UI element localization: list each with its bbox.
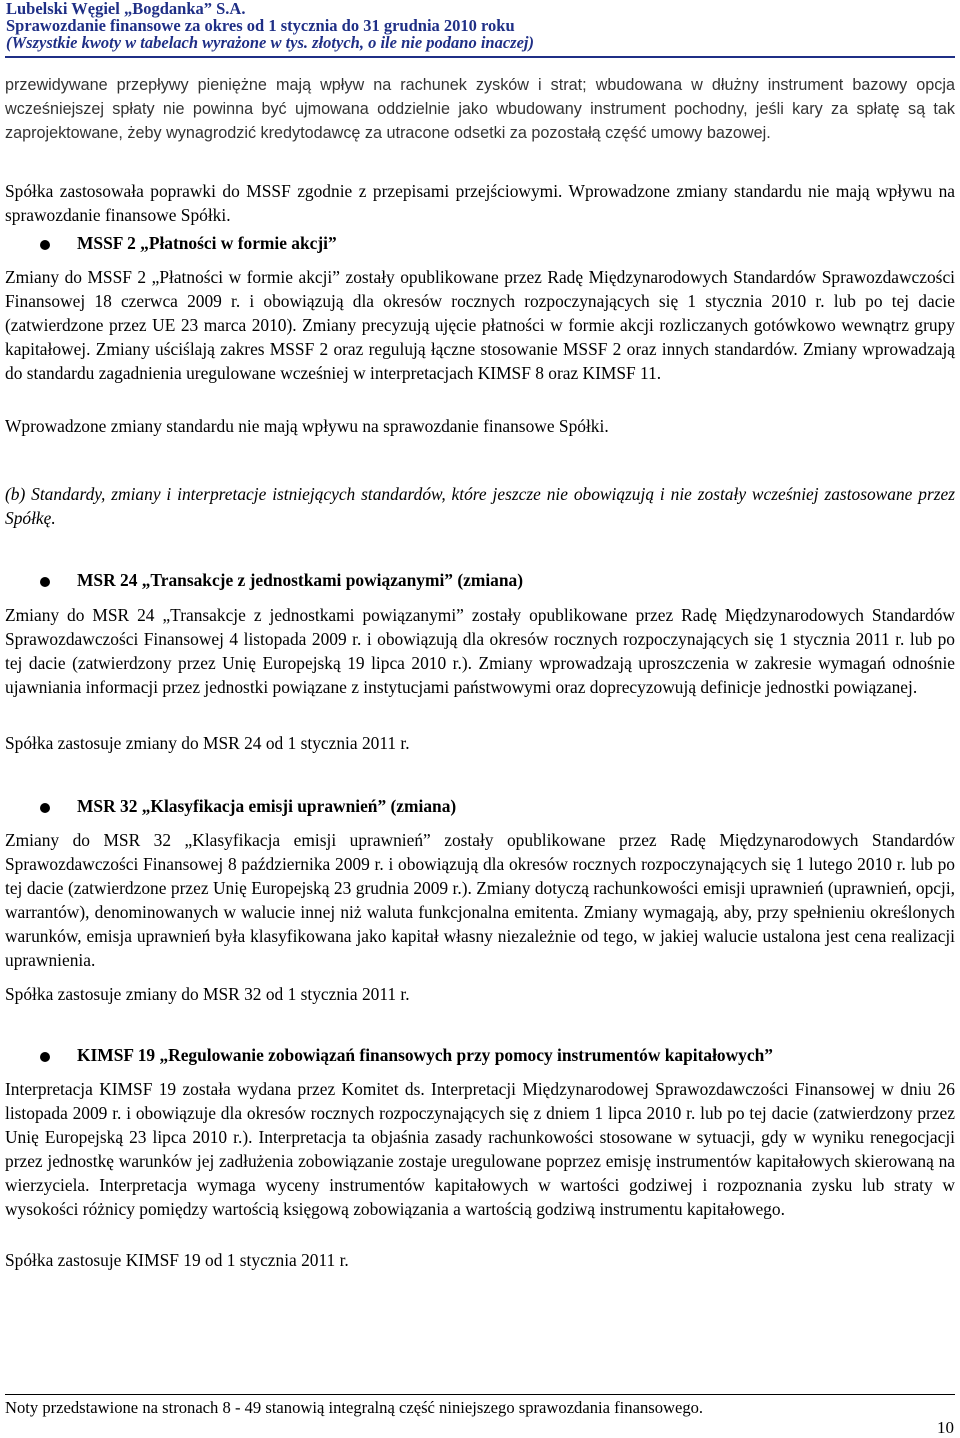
heading-msr32: MSR 32 „Klasyfikacja emisji uprawnień” (zmiana)	[77, 796, 457, 816]
heading-mssf2: MSSF 2 „Płatności w formie akcji”	[77, 233, 337, 253]
bullet-icon	[40, 1052, 50, 1062]
amounts-note: (Wszystkie kwoty w tabelach wyrażone w tys. złotych, o ile nie podano inaczej)	[6, 33, 534, 52]
company-name: Lubelski Węgiel „Bogdanka” S.A.	[6, 0, 246, 18]
bullet-icon	[40, 577, 50, 587]
paragraph-kimsf19-apply: Spółka zastosuje KIMSF 19 od 1 stycznia 2011 r.	[5, 1250, 349, 1270]
heading-msr24: MSR 24 „Transakcje z jednostkami powiązanymi” (zmiana)	[77, 570, 524, 590]
section-b-heading: (b) Standardy, zmiany i interpretacje istniejących standardów, które jeszcze nie obowiązują i nie zostały wcześniej zastosowane przez Spółkę.	[5, 484, 955, 528]
paragraph-mssf2: Zmiany do MSSF 2 „Płatności w formie akcji” zostały opublikowane przez Radę Międzynarodowych Standardów Sprawozdawczości Finansowej 18 czerwca 2009 r. i obowiązują dla okresów rocznych rozpoczynających się 1 stycznia 2010 r. lub po tej dacie (zatwierdzone przez UE 23 marca 2010). Zmiany precyzują ujęcie płatności w formie akcji rozliczanych gotówkowo wewnątrz grupy kapitałowej. Zmiany uściślają zakres MSSF 2 oraz regulują łączne stosowanie MSSF 2 oraz innych standardów. Zmiany wprowadzają do standardu zagadnienia uregulowane wcześniej w interpretacjach KIMSF 8 oraz KIMSF 11.	[5, 267, 955, 383]
paragraph-kimsf19: Interpretacja KIMSF 19 została wydana przez Komitet ds. Interpretacji Międzynarodowej Sprawozdawczości Finansowej w dniu 26 listopada 2009 r. i obowiązuje dla okresów rocznych rozpoczynających się z dniem 1 lipca 2010 r. lub po tej dacie (zatwierdzony przez Unię Europejską 23 lipca 2010 r.). Interpretacja ta objaśnia zasady rachunkowości stosowane w sytuacji, gdy w wyniku renegocjacji przez jednostkę warunków jej zadłużenia zobowiązanie zostaje uregulowane poprzez emisję instrumentów kapitałowych skierowaną na wierzyciela. Interpretacja wymaga wyceny instrumentów kapitałowych w wartości godziwej i rozpoznania zysku lub straty w wysokości różnicy pomiędzy wartością księgową zobowiązania a wartością godziwą instrumentu kapitałowego.	[5, 1079, 955, 1219]
paragraph-msr32-apply: Spółka zastosuje zmiany do MSR 32 od 1 stycznia 2011 r.	[5, 984, 410, 1004]
footer-note: Noty przedstawione na stronach 8 - 49 stanowią integralną część niniejszego sprawozdania finansowego.	[5, 1398, 704, 1417]
report-title: Sprawozdanie finansowe za okres od 1 stycznia do 31 grudnia 2010 roku	[6, 16, 515, 35]
page-number: 10	[937, 1418, 954, 1437]
paragraph-mssf-amendments-applied: Spółka zastosowała poprawki do MSSF zgodnie z przepisami przejściowymi. Wprowadzone zmiany standardu nie mają wpływu na sprawozdanie finansowe Spółki.	[5, 181, 955, 225]
paragraph-msr24: Zmiany do MSR 24 „Transakcje z jednostkami powiązanymi” zostały opublikowane przez Radę Międzynarodowych Standardów Sprawozdawczości Finansowej 4 listopada 2009 r. i obowiązują dla okresów rocznych rozpoczynających się 1 stycznia 2011 r. lub po tej dacie (zatwierdzony przez Unię Europejską 19 lipca 2010 r.). Zmiany wprowadzają uproszczenia w zakresie wymagań odnośnie ujawniania informacji przez jednostki powiązane z instytucjami państwowymi oraz doprecyzowują definicje jednostki powiązanej.	[5, 605, 955, 697]
footer-divider	[5, 1394, 955, 1395]
heading-kimsf19: KIMSF 19 „Regulowanie zobowiązań finansowych przy pomocy instrumentów kapitałowych”	[77, 1045, 773, 1065]
paragraph-msr32: Zmiany do MSR 32 „Klasyfikacja emisji uprawnień” zostały opublikowane przez Radę Międzynarodowych Standardów Sprawozdawczości Finansowej 8 października 2009 r. i obowiązują dla okresów rocznych rozpoczynających się 1 lutego 2010 r. lub po tej dacie (zatwierdzone przez Unię Europejską 23 grudnia 2009 r.). Zmiany dotyczą rachunkowości emisji uprawnień (uprawnień, opcji, warrantów), denominowanych w walucie innej niż waluta funkcjonalna emitenta. Zmiany wymagają, aby, przy spełnieniu określonych warunków, emisja uprawnień była klasyfikowana jako kapitał własny niezależnie od tego, w jakiej walucie ustalona jest cena realizacji uprawnienia.	[5, 830, 955, 970]
paragraph-mssf2-effect: Wprowadzone zmiany standardu nie mają wpływu na sprawozdanie finansowe Spółki.	[5, 416, 609, 436]
header-divider	[5, 56, 955, 58]
paragraph-embedded-derivatives: przewidywane przepływy pieniężne mają wpływ na rachunek zysków i strat; wbudowana w dłużny instrument bazowy opcja wcześniejszej spłaty nie powinna być ujmowana oddzielnie jako wbudowany instrument pochodny, jeśli kary za spłatę są tak zaprojektowane, żeby wynagrodzić kredytodawcę za utracone odsetki za pozostałą część umowy bazowej.	[5, 76, 955, 142]
bullet-icon	[40, 803, 50, 813]
paragraph-msr24-apply: Spółka zastosuje zmiany do MSR 24 od 1 stycznia 2011 r.	[5, 733, 410, 753]
bullet-icon	[40, 240, 50, 250]
report-header	[6, 0, 954, 52]
